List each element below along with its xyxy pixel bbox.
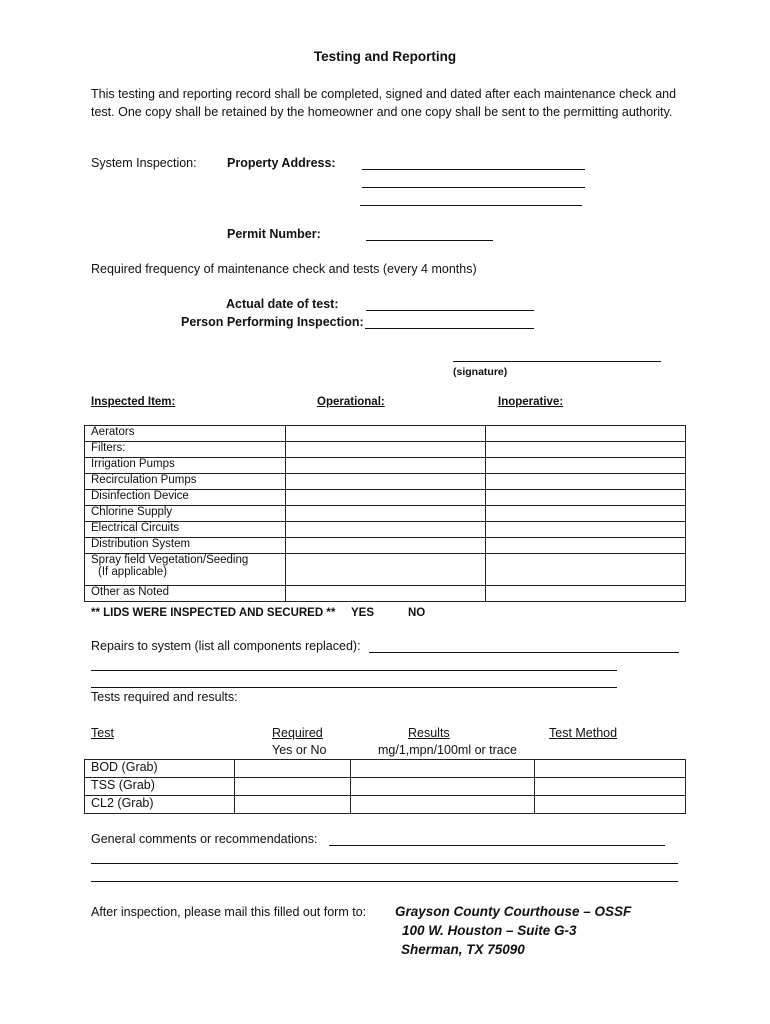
table-row [85,538,686,554]
property-address-label: Property Address: [227,156,336,170]
property-address-line-3[interactable] [360,205,582,206]
mail-address-line-2: 100 W. Houston – Suite G-3 [402,923,577,938]
inspection-table [84,425,686,602]
spray-field-label: Spray field Vegetation/Seeding [91,554,249,566]
signature-line[interactable] [453,361,661,362]
header-inoperative: Inoperative: [498,396,564,408]
table-row [85,426,686,442]
permit-number-line[interactable] [366,240,493,241]
repairs-line-1[interactable] [369,652,679,653]
cell-required[interactable] [234,778,350,796]
spray-field-note: (If applicable) [98,566,168,578]
table-row [85,778,686,796]
item-aerators: Aerators [85,426,286,442]
cell-inoperative[interactable] [486,538,686,554]
test-cl2: CL2 (Grab) [85,796,235,814]
table-row [85,554,686,586]
item-spray-field [85,554,286,586]
test-header-method: Test Method [549,726,618,740]
comments-label: General comments or recommendations: [91,832,318,846]
cell-required[interactable] [234,760,350,778]
cell-results[interactable] [350,796,535,814]
item-electrical-circuits: Electrical Circuits [85,522,286,538]
table-row [85,522,686,538]
table-row [85,490,686,506]
header-operational: Operational: [317,396,385,408]
cell-inoperative[interactable] [486,522,686,538]
actual-date-label: Actual date of test: [226,297,339,311]
cell-operational[interactable] [285,474,486,490]
table-row [85,474,686,490]
cell-inoperative[interactable] [486,442,686,458]
item-distribution-system: Distribution System [85,538,286,554]
test-header-results: Results [408,726,450,740]
test-header-test: Test [91,726,114,740]
cell-method[interactable] [535,778,686,796]
table-row [85,458,686,474]
cell-inoperative[interactable] [486,490,686,506]
item-chlorine-supply: Chlorine Supply [85,506,286,522]
tests-table [84,759,686,814]
cell-inoperative[interactable] [486,458,686,474]
cell-inoperative[interactable] [486,426,686,442]
cell-operational[interactable] [285,442,486,458]
table-row [85,586,686,602]
cell-operational[interactable] [285,522,486,538]
header-inspected-item: Inspected Item: [91,396,176,408]
cell-inoperative[interactable] [486,506,686,522]
item-recirculation-pumps: Recirculation Pumps [85,474,286,490]
property-address-line-2[interactable] [362,187,585,188]
mail-instructions: After inspection, please mail this filled out form to: [91,905,367,919]
table-row [85,442,686,458]
mail-address-line-3: Sherman, TX 75090 [401,942,525,957]
cell-operational[interactable] [285,586,486,602]
cell-inoperative[interactable] [486,474,686,490]
comments-line-1[interactable] [329,845,665,846]
cell-inoperative[interactable] [486,586,686,602]
cell-method[interactable] [535,796,686,814]
property-address-line-1[interactable] [362,169,585,170]
permit-number-label: Permit Number: [227,227,321,241]
item-filters: Filters: [85,442,286,458]
item-irrigation-pumps: Irrigation Pumps [85,458,286,474]
lids-statement: ** LIDS WERE INSPECTED AND SECURED ** [91,607,336,619]
test-header-required: Required [272,726,323,740]
cell-operational[interactable] [285,506,486,522]
test-tss: TSS (Grab) [85,778,235,796]
page-title: Testing and Reporting [313,49,457,64]
cell-operational[interactable] [285,554,486,586]
actual-date-line[interactable] [366,310,534,311]
signature-label: (signature) [453,366,508,378]
mail-address-line-1: Grayson County Courthouse – OSSF [395,904,632,919]
lids-no-option[interactable]: NO [408,607,426,619]
item-disinfection-device: Disinfection Device [85,490,286,506]
system-inspection-label: System Inspection: [91,156,197,170]
intro-paragraph: This testing and reporting record shall be completed, signed and dated after each maintenance check and test. One copy shall be retained by the homeowner and one copy shall be sent to the permitting authority. [91,87,677,119]
repairs-line-2[interactable] [91,670,617,671]
comments-line-2[interactable] [91,863,678,864]
cell-inoperative[interactable] [486,554,686,586]
frequency-text: Required frequency of maintenance check and tests (every 4 months) [91,262,477,276]
cell-operational[interactable] [285,490,486,506]
cell-results[interactable] [350,760,535,778]
item-other: Other as Noted [85,586,286,602]
test-header-results-sub: mg/1,mpn/100ml or trace [378,743,517,757]
table-row [85,506,686,522]
repairs-label: Repairs to system (list all components replaced): [91,639,361,653]
cell-operational[interactable] [285,426,486,442]
cell-required[interactable] [234,796,350,814]
table-row [85,760,686,778]
comments-line-3[interactable] [91,881,678,882]
tests-label: Tests required and results: [91,690,238,704]
person-performing-line[interactable] [365,328,534,329]
cell-results[interactable] [350,778,535,796]
cell-operational[interactable] [285,538,486,554]
table-row [85,796,686,814]
cell-operational[interactable] [285,458,486,474]
person-performing-label: Person Performing Inspection: [181,315,364,329]
test-header-required-sub: Yes or No [272,743,327,757]
lids-yes-option[interactable]: YES [351,607,375,619]
repairs-line-3[interactable] [91,687,617,688]
cell-method[interactable] [535,760,686,778]
test-bod: BOD (Grab) [85,760,235,778]
